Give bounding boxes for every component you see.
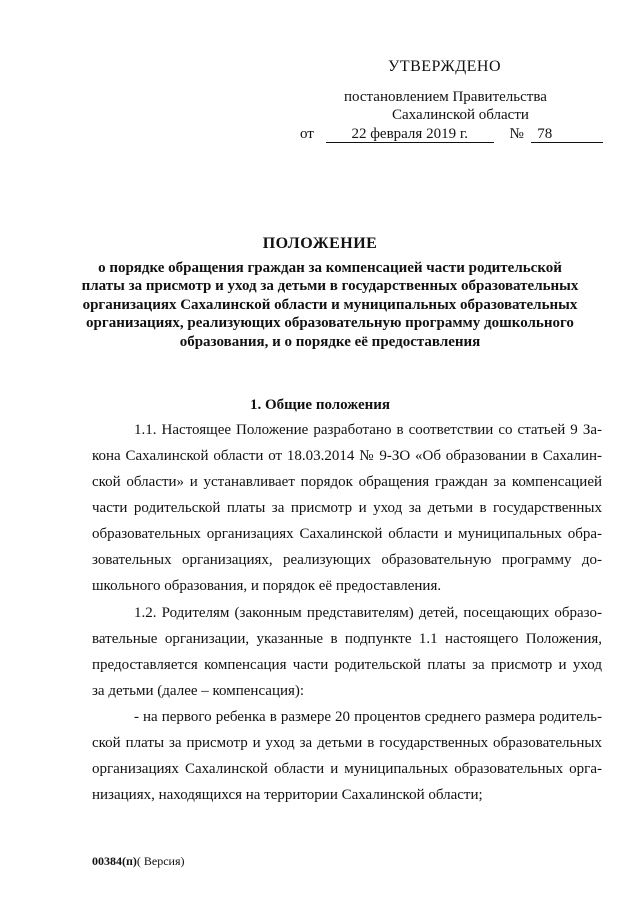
paragraph-line: части родительской платы за присмотр и уход за детьми в государственных bbox=[92, 500, 602, 516]
subtitle-line: организациях, реализующих образовательную программу дошкольного bbox=[86, 315, 574, 332]
document-title: ПОЛОЖЕНИЕ bbox=[262, 235, 378, 252]
paragraph-line: предоставляется компенсация части родительской платы за присмотр и уход bbox=[92, 657, 602, 673]
approval-line-1: постановлением Правительства bbox=[344, 89, 547, 105]
approval-line-2: Сахалинской области bbox=[392, 107, 529, 123]
footer-document-code bbox=[92, 854, 185, 869]
paragraph-line: за детьми (далее – компенсация): bbox=[92, 683, 305, 699]
number-label: № bbox=[509, 126, 524, 142]
list-item-line: организациях Сахалинской области и муниципальных образовательных орга- bbox=[92, 761, 602, 777]
list-item-line: низациях, находящихся на территории Сахалинской области; bbox=[92, 787, 483, 803]
document-version: ( Версия) bbox=[136, 854, 185, 868]
document-subtitle bbox=[70, 259, 590, 351]
from-label: от bbox=[300, 126, 314, 142]
list-item-line: - на первого ребенка в размере 20 процентов среднего размера родитель- bbox=[134, 709, 602, 725]
subtitle-line: образования, и о порядке её предоставления bbox=[179, 333, 481, 350]
paragraph-line: ской области» и устанавливает порядок обращения граждан за компенсацией bbox=[92, 474, 602, 490]
subtitle-line: платы за присмотр и уход за детьми в государственных образовательных bbox=[81, 278, 579, 295]
paragraph-line: вательные организации, указанные в подпункте 1.1 настоящего Положения, bbox=[92, 631, 602, 647]
list-item-line: ской платы за присмотр и уход за детьми в государственных образовательных bbox=[92, 735, 602, 751]
approval-number: 78 bbox=[531, 126, 603, 143]
paragraph-line: зовательных организациях, реализующих образовательную программу до- bbox=[92, 552, 602, 568]
paragraph-line: 1.1. Настоящее Положение разработано в соответствии со статьей 9 За- bbox=[134, 422, 602, 438]
subtitle-line: организациях Сахалинской области и муниципальных образовательных bbox=[82, 296, 578, 313]
paragraph-line: образовательных организациях Сахалинской области и муниципальных обра- bbox=[92, 526, 602, 542]
approval-date: 22 февраля 2019 г. bbox=[326, 126, 494, 143]
section-heading: 1. Общие положения bbox=[249, 397, 391, 413]
paragraph-line: школьного образования, и порядок её предоставления. bbox=[92, 578, 442, 594]
approval-title: УТВЕРЖДЕНО bbox=[388, 58, 502, 75]
paragraph-line: 1.2. Родителям (законным представителям) детей, посещающих образо- bbox=[134, 605, 602, 621]
document-code: 00384(п) bbox=[92, 854, 137, 868]
subtitle-line: о порядке обращения граждан за компенсацией части родительской bbox=[98, 260, 562, 276]
paragraph-line: кона Сахалинской области от 18.03.2014 № 9-ЗО «Об образовании в Сахалин- bbox=[92, 448, 602, 464]
approval-date-row bbox=[300, 126, 603, 143]
